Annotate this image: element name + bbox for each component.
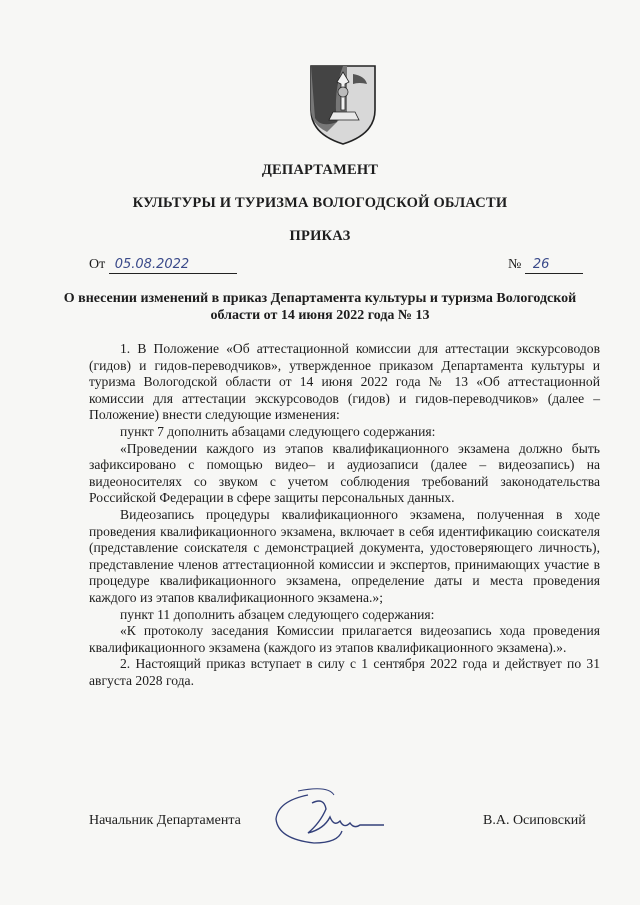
- paragraph-5: пункт 11 дополнить абзацем следующего содержания:: [120, 606, 435, 622]
- doc-type-title: ПРИКАЗ: [289, 228, 351, 244]
- date-row: [89, 257, 237, 274]
- paragraph-4: Видеозапись процедуры квалификационного экзамена, полученная в ходе проведения квалификационного экзамена, включает в себя идентификацию соискателя (представление соискателя с демонстрацией документа, удостоверяющего личность), представление членов аттестационной комиссии и экспертов, принимающих участие в процедуре квалификационного экзамена, определение даты и места проведения каждого из этапов квалификационного экзамена.»;: [89, 506, 600, 605]
- paragraph-1: 1. В Положение «Об аттестационной комиссии для аттестации экскурсоводов (гидов) и гидов-переводчиков», утвержденное приказом Департамента культуры и туризма Вологодской области от 14 июня 2022 года № 13 «Об аттестационной комиссии для аттестации экскурсоводов (гидов) и гидов-переводчиков» (далее – Положение) внести следующие изменения:: [89, 341, 600, 423]
- date-field: [109, 257, 237, 274]
- paragraph-6: «К протоколу заседания Комиссии прилагается видеозапись хода проведения квалификационного экзамена (каждого из этапов квалификационного экзамена).».: [89, 623, 600, 655]
- org-name-line2: КУЛЬТУРЫ И ТУРИЗМА ВОЛОГОДСКОЙ ОБЛАСТИ: [132, 195, 508, 211]
- order-subject: О внесении изменений в приказ Департамента культуры и туризма Вологодской области от 14 июня 2022 года № 13: [63, 291, 577, 323]
- number-row: [508, 257, 583, 274]
- date-value: 05.08.2022: [114, 257, 190, 272]
- org-name-line1: ДЕПАРТАМЕНТ: [261, 162, 379, 178]
- coat-of-arms-emblem: [307, 62, 379, 146]
- paragraph-3: «Проведении каждого из этапов квалификационного экзамена должно быть зафиксировано с помощью видео– и аудиозаписи (далее – видеозапись) на видеоносителях со звуком с учетом соблюдения требований законодательства Российской Федерации в сфере защиты персональных данных.: [89, 440, 600, 506]
- number-prefix: №: [508, 257, 522, 272]
- handwritten-signature: [268, 783, 388, 853]
- paragraph-2: пункт 7 дополнить абзацами следующего содержания:: [120, 423, 436, 439]
- number-field: [525, 257, 583, 274]
- date-prefix: От: [89, 257, 106, 272]
- signatory-title: Начальник Департамента: [89, 813, 241, 828]
- signatory-name: В.А. Осиповский: [483, 813, 586, 828]
- number-value: 26: [532, 257, 550, 272]
- order-body: [89, 341, 600, 689]
- paragraph-7: 2. Настоящий приказ вступает в силу с 1 сентября 2022 года и действует по 31 августа 2028 года.: [89, 656, 600, 688]
